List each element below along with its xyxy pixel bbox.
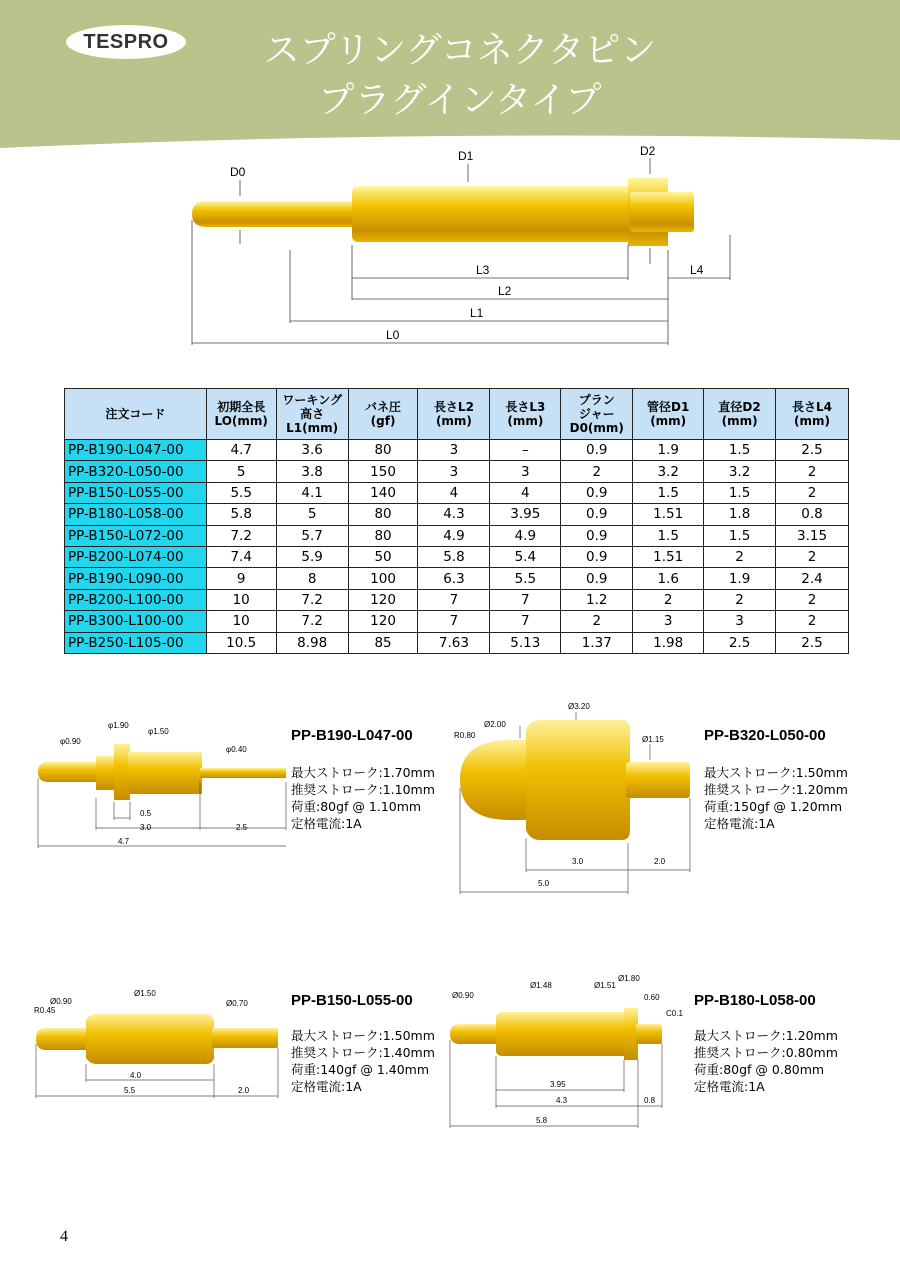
spec-line: 最大ストローク:1.50mm: [704, 765, 848, 780]
dim-label: φ0.40: [226, 745, 247, 754]
dim-label: Ø1.15: [642, 735, 664, 744]
column-header: 直径D2 (mm): [704, 389, 776, 440]
dim-label: 5.5: [124, 1086, 136, 1095]
column-header: 長さL2 (mm): [418, 389, 490, 440]
table-cell: 5.7: [276, 525, 348, 546]
table-cell: 2: [776, 589, 849, 610]
table-cell: 1.5: [633, 525, 704, 546]
table-cell: 85: [348, 632, 418, 653]
table-cell: 5.8: [418, 546, 490, 567]
table-cell: 140: [348, 482, 418, 503]
table-cell: 3: [633, 611, 704, 632]
table-cell: 3.2: [704, 461, 776, 482]
dim-label: 5.8: [536, 1116, 548, 1125]
table-cell: 8: [276, 568, 348, 589]
table-row: [65, 611, 849, 632]
spec-line: 最大ストローク:1.70mm: [291, 765, 435, 780]
table-cell: 80: [348, 504, 418, 525]
table-cell: 7: [418, 611, 490, 632]
table-cell: 5.8: [206, 504, 276, 525]
table-cell: 4.7: [206, 440, 276, 461]
product-name-1: PP-B190-L047-00: [291, 727, 413, 744]
dim-label: 4.7: [118, 837, 130, 846]
table-cell: 80: [348, 440, 418, 461]
table-cell: 3.2: [633, 461, 704, 482]
label-d1: D1: [458, 149, 474, 163]
spec-line: 定格電流:1A: [704, 816, 775, 831]
table-row: [65, 568, 849, 589]
dim-label: 2.5: [236, 823, 248, 832]
spec-line: 荷重:140gf @ 1.40mm: [291, 1062, 430, 1077]
product-spec-3: [291, 1027, 435, 1095]
brand-logo: TESPRO: [66, 25, 186, 59]
table-cell: 1.51: [633, 504, 704, 525]
table-cell: 10: [206, 611, 276, 632]
table-cell: 7: [418, 589, 490, 610]
table-cell: 5.4: [490, 546, 561, 567]
spec-line: 定格電流:1A: [291, 816, 362, 831]
order-code-cell: PP-B180-L058-00: [65, 504, 207, 525]
table-cell: 2: [776, 611, 849, 632]
spec-line: 最大ストローク:1.50mm: [291, 1028, 435, 1043]
table-cell: 2: [776, 482, 849, 503]
table-cell: 3: [704, 611, 776, 632]
dim-label: Ø0.70: [226, 999, 248, 1008]
spec-line: 定格電流:1A: [291, 1079, 362, 1094]
product-spec-4: [694, 1027, 838, 1095]
column-header: プラン ジャー D0(mm): [561, 389, 633, 440]
label-l4: L4: [690, 263, 704, 277]
dim-label: Ø1.80: [618, 974, 640, 983]
column-header: バネ圧 (gf): [348, 389, 418, 440]
order-code-cell: PP-B200-L100-00: [65, 589, 207, 610]
table-cell: 3: [490, 461, 561, 482]
table-cell: 10.5: [206, 632, 276, 653]
table-cell: 1.9: [704, 568, 776, 589]
table-cell: –: [490, 440, 561, 461]
table-cell: 2: [704, 546, 776, 567]
dim-label: φ0.90: [60, 737, 81, 746]
table-cell: 3.8: [276, 461, 348, 482]
table-cell: 2: [561, 611, 633, 632]
dim-label: Ø2.00: [484, 720, 506, 729]
table-cell: 1.5: [633, 482, 704, 503]
spec-line: 推奨ストローク:1.10mm: [291, 782, 435, 797]
column-header: 長さL3 (mm): [490, 389, 561, 440]
order-code-cell: PP-B320-L050-00: [65, 461, 207, 482]
dim-label: 0.5: [140, 809, 152, 818]
spec-table: [64, 388, 849, 654]
pin-dimension-diagram: [180, 140, 704, 350]
dim-label: 4.0: [130, 1071, 142, 1080]
column-header: 長さL4 (mm): [776, 389, 849, 440]
table-cell: 2: [776, 546, 849, 567]
table-cell: 7.2: [276, 611, 348, 632]
table-cell: 1.8: [704, 504, 776, 525]
table-cell: 2.5: [704, 632, 776, 653]
column-header: 管径D1 (mm): [633, 389, 704, 440]
label-d0: D0: [230, 165, 246, 179]
dim-label: 3.95: [550, 1080, 566, 1089]
spec-line: 推奨ストローク:1.40mm: [291, 1045, 435, 1060]
product-drawing-4: [440, 972, 690, 1132]
table-cell: 120: [348, 611, 418, 632]
spec-line: 荷重:80gf @ 1.10mm: [291, 799, 422, 814]
dim-label: 2.0: [654, 857, 666, 866]
table-cell: 150: [348, 461, 418, 482]
table-body: [65, 440, 849, 654]
plunger-shape: [192, 201, 356, 227]
table-cell: 7: [490, 589, 561, 610]
table-cell: 4: [418, 482, 490, 503]
order-code-cell: PP-B150-L055-00: [65, 482, 207, 503]
dim-label: 0.8: [644, 1096, 656, 1105]
table-cell: 7.4: [206, 546, 276, 567]
table-cell: 1.6: [633, 568, 704, 589]
table-cell: 2: [561, 461, 633, 482]
spec-line: 荷重:80gf @ 0.80mm: [694, 1062, 825, 1077]
table-cell: 0.9: [561, 546, 633, 567]
table-cell: 1.5: [704, 525, 776, 546]
order-code-cell: PP-B190-L047-00: [65, 440, 207, 461]
order-code-cell: PP-B190-L090-00: [65, 568, 207, 589]
column-header: 注文コード: [65, 389, 207, 440]
table-cell: 80: [348, 525, 418, 546]
table-cell: 7: [490, 611, 561, 632]
dim-label: 2.0: [238, 1086, 250, 1095]
table-cell: 7.2: [206, 525, 276, 546]
table-cell: 1.5: [704, 440, 776, 461]
table-cell: 3.15: [776, 525, 849, 546]
page-number: 4: [60, 1228, 68, 1245]
label-d2: D2: [640, 144, 656, 158]
dim-label: R0.80: [454, 731, 476, 740]
dim-label: Ø1.50: [134, 989, 156, 998]
label-l0: L0: [386, 328, 400, 342]
table-row: [65, 546, 849, 567]
dim-label: 3.0: [572, 857, 584, 866]
table-row: [65, 525, 849, 546]
label-l1: L1: [470, 306, 484, 320]
table-cell: 4.1: [276, 482, 348, 503]
table-cell: 1.37: [561, 632, 633, 653]
table-row: [65, 504, 849, 525]
table-cell: 0.9: [561, 525, 633, 546]
table-cell: 100: [348, 568, 418, 589]
product-drawing-2: [450, 698, 700, 896]
spec-line: 推奨ストローク:1.20mm: [704, 782, 848, 797]
dim-label: Ø0.90: [50, 997, 72, 1006]
product-name-4: PP-B180-L058-00: [694, 992, 816, 1009]
table-cell: 1.98: [633, 632, 704, 653]
spec-line: 定格電流:1A: [694, 1079, 765, 1094]
dim-label: Ø1.48: [530, 981, 552, 990]
table-cell: 2: [633, 589, 704, 610]
table-row: [65, 482, 849, 503]
dim-label: 0.60: [644, 993, 660, 1002]
table-cell: 1.2: [561, 589, 633, 610]
dim-label: 3.0: [140, 823, 152, 832]
table-cell: 3: [418, 461, 490, 482]
table-row: [65, 440, 849, 461]
table-cell: 0.9: [561, 568, 633, 589]
column-header: 初期全長 LO(mm): [206, 389, 276, 440]
table-cell: 4.9: [418, 525, 490, 546]
spec-line: 推奨ストローク:0.80mm: [694, 1045, 838, 1060]
column-header: ワーキング 高さL1(mm): [276, 389, 348, 440]
table-cell: 2: [776, 461, 849, 482]
order-code-cell: PP-B300-L100-00: [65, 611, 207, 632]
dim-label: Ø3.20: [568, 702, 590, 711]
product-drawing-3: [30, 984, 285, 1102]
table-cell: 4.3: [418, 504, 490, 525]
table-row: [65, 632, 849, 653]
dim-label: φ1.50: [148, 727, 169, 736]
label-l3: L3: [476, 263, 490, 277]
table-row: [65, 461, 849, 482]
product-spec-2: [704, 764, 848, 832]
product-drawing-1: [30, 718, 290, 853]
order-code-cell: PP-B150-L072-00: [65, 525, 207, 546]
dim-label: 5.0: [538, 879, 550, 888]
table-cell: 6.3: [418, 568, 490, 589]
product-name-2: PP-B320-L050-00: [704, 727, 826, 744]
table-cell: 10: [206, 589, 276, 610]
table-cell: 1.5: [704, 482, 776, 503]
table-cell: 2.5: [776, 440, 849, 461]
table-cell: 50: [348, 546, 418, 567]
table-cell: 5.5: [490, 568, 561, 589]
dim-label: Ø1.51: [594, 981, 616, 990]
table-cell: 7.63: [418, 632, 490, 653]
table-cell: 0.8: [776, 504, 849, 525]
spec-line: 荷重:150gf @ 1.20mm: [704, 799, 843, 814]
table-cell: 3.95: [490, 504, 561, 525]
barrel-shape: [352, 186, 632, 242]
table-cell: 2.5: [776, 632, 849, 653]
table-cell: 1.9: [633, 440, 704, 461]
table-cell: 3.6: [276, 440, 348, 461]
product-spec-1: [291, 764, 435, 832]
table-cell: 5.9: [276, 546, 348, 567]
table-cell: 4.9: [490, 525, 561, 546]
table-cell: 9: [206, 568, 276, 589]
table-cell: 7.2: [276, 589, 348, 610]
dim-label: C0.1: [666, 1009, 683, 1018]
table-cell: 8.98: [276, 632, 348, 653]
spec-line: 最大ストローク:1.20mm: [694, 1028, 838, 1043]
table-cell: 4: [490, 482, 561, 503]
table-row: [65, 589, 849, 610]
table-cell: 0.9: [561, 440, 633, 461]
dim-label: R0.45: [34, 1006, 56, 1015]
page-title-line1: スプリングコネクタピン: [263, 30, 657, 71]
label-l2: L2: [498, 284, 512, 298]
table-cell: 5.5: [206, 482, 276, 503]
table-cell: 0.9: [561, 482, 633, 503]
table-cell: 5: [206, 461, 276, 482]
table-cell: 3: [418, 440, 490, 461]
dim-label: 4.3: [556, 1096, 568, 1105]
table-cell: 120: [348, 589, 418, 610]
tail-shape: [630, 192, 694, 232]
product-name-3: PP-B150-L055-00: [291, 992, 413, 1009]
dim-label: φ1.90: [108, 721, 129, 730]
table-cell: 2.4: [776, 568, 849, 589]
table-cell: 1.51: [633, 546, 704, 567]
table-cell: 2: [704, 589, 776, 610]
table-cell: 5.13: [490, 632, 561, 653]
order-code-cell: PP-B250-L105-00: [65, 632, 207, 653]
page-title-line2: プラグインタイプ: [318, 80, 602, 121]
table-cell: 0.9: [561, 504, 633, 525]
order-code-cell: PP-B200-L074-00: [65, 546, 207, 567]
table-cell: 5: [276, 504, 348, 525]
table-header-row: [65, 389, 849, 440]
dim-label: Ø0.90: [452, 991, 474, 1000]
